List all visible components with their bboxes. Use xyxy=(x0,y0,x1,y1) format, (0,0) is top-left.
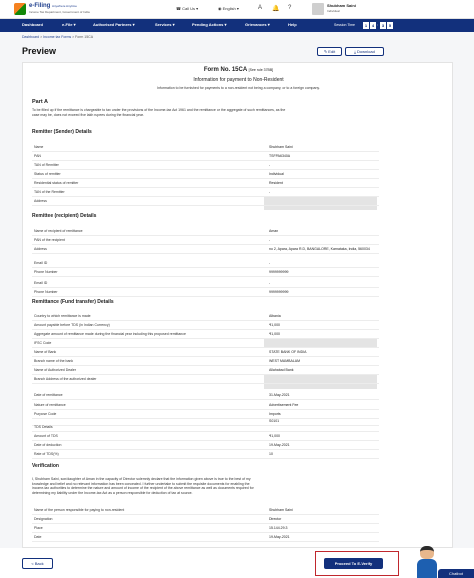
blank-value-box xyxy=(264,375,377,389)
field-label: Phone Number xyxy=(34,270,58,274)
row-divider xyxy=(32,399,379,400)
field-value: S0101 xyxy=(269,419,280,423)
verification-declaration: I, Shubham Saini, son/daughter of Aman in the capacity of Director solemnly declare that the information given above is true to the best of my knowledge and belief and no relevant information has been concealed. I further undertake to submit the requisite documents for enabling the income-tax authorities to determine the nature and amount of income of the recipient of the above remittance as well as documents required for determining my liability under the Income-tax Act as a person responsible for deduction of tax at source. xyxy=(32,477,254,495)
field-label: PAN of the recipient xyxy=(34,238,65,242)
field-value: WEST MAMBALAM xyxy=(269,359,301,363)
proceed-to-everify-button[interactable]: Proceed To E-Verify xyxy=(324,558,383,569)
user-role: Individual xyxy=(327,9,340,13)
row-divider xyxy=(32,329,379,330)
main-nav xyxy=(0,19,474,32)
row-divider xyxy=(32,178,379,179)
field-label: Address xyxy=(34,199,47,203)
remittance-section-title: Remittance (Fund transfer) Details xyxy=(32,299,114,305)
row-divider xyxy=(32,160,379,161)
field-label: Name of recipient of remittance xyxy=(34,229,83,233)
user-name[interactable]: Shubham Saini xyxy=(327,3,356,8)
row-divider xyxy=(32,541,379,542)
field-label: Address xyxy=(34,247,47,251)
field-label: Date of remittance xyxy=(34,393,63,397)
field-label: Branch name of the bank xyxy=(34,359,74,363)
chatbot-avatar-icon[interactable] xyxy=(416,546,438,578)
nav-help[interactable]: Help xyxy=(288,22,297,27)
field-value: Albania xyxy=(269,314,281,318)
field-value: 9999999999 xyxy=(269,270,289,274)
part-a-title: Part A xyxy=(32,99,48,105)
field-value: - xyxy=(269,163,271,167)
field-label: Email ID xyxy=(34,281,48,285)
field-label: Name of Bank xyxy=(34,350,57,354)
field-value: 9999999999 xyxy=(269,290,289,294)
field-value: ₹1,000 xyxy=(269,323,280,327)
nav-efile[interactable]: e-File ▾ xyxy=(62,22,76,27)
row-divider xyxy=(32,425,379,426)
row-divider xyxy=(32,244,379,245)
field-label: Phone Number xyxy=(34,290,58,294)
row-divider xyxy=(32,169,379,170)
row-divider xyxy=(32,532,379,533)
row-divider xyxy=(32,267,379,268)
field-label: TAN of Remitter xyxy=(34,163,59,167)
page-title: Preview xyxy=(22,46,57,56)
field-label: Purpose Code xyxy=(34,412,57,416)
breadcrumb-current: Form 15CA xyxy=(75,35,94,39)
logo-mark-icon xyxy=(14,3,26,15)
field-value: Shubham Saini xyxy=(269,508,293,512)
nav-pending-actions[interactable]: Pending Actions ▾ xyxy=(192,22,227,27)
field-value: TSFPA6340A xyxy=(269,154,291,158)
row-divider xyxy=(32,151,379,152)
edit-button[interactable]: ✎ Edit xyxy=(317,47,342,56)
row-divider xyxy=(32,187,379,188)
field-label: Amount payable before TDS (in Indian Currency) xyxy=(34,323,110,327)
nav-dashboard[interactable]: Dashboard xyxy=(22,22,43,27)
field-label: Place xyxy=(34,526,43,530)
field-value: 10 xyxy=(269,452,273,456)
field-label: IFSC Code xyxy=(34,341,52,345)
session-timer-digit: 1 xyxy=(364,23,368,28)
field-value: - xyxy=(269,238,271,242)
row-divider xyxy=(32,287,379,288)
row-divider xyxy=(32,320,379,321)
row-divider xyxy=(32,235,379,236)
field-label: Rate of TDS(%) xyxy=(34,452,59,456)
field-value: 15.144.29.3 xyxy=(269,526,288,530)
field-label: Date xyxy=(34,535,42,539)
logo-subtitle: Income Tax Department, Government of India xyxy=(29,10,90,14)
field-value: 19-May-2021 xyxy=(269,443,290,447)
top-header xyxy=(0,0,474,19)
field-label: Amount of TDS xyxy=(34,434,58,438)
field-label: TDS Details xyxy=(34,425,53,429)
help-icon[interactable]: ? xyxy=(288,5,292,11)
field-label: Nature of remittance xyxy=(34,403,66,407)
font-size-icon[interactable]: A xyxy=(258,5,263,11)
chatbot-head xyxy=(420,546,434,559)
form-number: Form No. 15CA [See rule 37BB] xyxy=(203,67,274,73)
field-value: - xyxy=(269,281,271,285)
field-value: 31-May-2021 xyxy=(269,393,290,397)
session-time-label: Session Time xyxy=(334,23,356,27)
session-timer-digit: 5 xyxy=(388,23,392,28)
row-divider xyxy=(32,356,379,357)
row-divider xyxy=(32,365,379,366)
chatbot-body xyxy=(417,559,437,578)
session-timer-digit: 3 xyxy=(381,23,385,28)
field-value: - xyxy=(269,190,271,194)
field-label: Residential status of remitter xyxy=(34,181,79,185)
language-select[interactable]: ◉ English ▾ xyxy=(218,6,239,11)
row-divider xyxy=(32,276,379,277)
field-value: Advertisement Fee xyxy=(269,403,299,407)
logo-title: e-Filing Anywhere Anytime xyxy=(29,3,77,9)
field-value: Resident xyxy=(269,181,283,185)
efiling-logo[interactable] xyxy=(14,2,104,17)
chatbot-button[interactable]: Chatbot xyxy=(438,569,474,578)
field-value: ₹1,000 xyxy=(269,434,280,438)
call-us-link[interactable]: ☎ Call Us ▾ xyxy=(176,6,199,11)
form-preview-card xyxy=(22,62,453,548)
field-label: Aggregate amount of remittance made during the financial year including this proposed remittance xyxy=(34,332,186,336)
field-value: Shubham Saini xyxy=(269,145,293,149)
field-label: Designation xyxy=(34,517,53,521)
field-value: Imports xyxy=(269,412,281,416)
verification-section-title: Verification xyxy=(32,463,59,469)
breadcrumb-forms[interactable]: Income tax Forms xyxy=(43,35,72,39)
footer-bar xyxy=(0,548,474,578)
row-divider xyxy=(32,347,379,348)
nav-grievances[interactable]: Grievances ▾ xyxy=(245,22,270,27)
field-label: Branch Address of the authorized dealer xyxy=(34,377,97,381)
remittee-section-title: Remittee (recipient) Details xyxy=(32,213,97,219)
row-divider xyxy=(32,440,379,441)
field-label: TAN of the Remitter xyxy=(34,190,65,194)
field-value: 19-May-2021 xyxy=(269,535,290,539)
field-label: PAN xyxy=(34,154,41,158)
field-label: Name of Authorized Dealer xyxy=(34,368,77,372)
row-divider xyxy=(32,458,379,459)
nav-authorised-partners[interactable]: Authorised Partners ▾ xyxy=(93,22,135,27)
row-divider xyxy=(32,409,379,410)
row-divider xyxy=(32,514,379,515)
field-value: Allahabad Bank xyxy=(269,368,294,372)
breadcrumb: Dashboard > Income tax Forms > Form 15CA xyxy=(22,35,94,39)
remitter-section-title: Remitter (Sender) Details xyxy=(32,129,92,135)
part-a-intro: To be filled up if the remittance is chargeable to tax under the provisions of the Income-tax Act 1961 and the remittance or the aggregate of such remittances, as the case may be, does not exceed five lakh rupees during the financial year. xyxy=(32,108,286,117)
field-value: no 2, Apara, Apara R.D, BANGALORE, Karnataka, India, 560034 xyxy=(269,247,370,251)
back-button[interactable]: < Back xyxy=(22,558,53,569)
form-description: Information to be furnished for payments to a non-resident not being a company, or to a foreign company. xyxy=(157,86,320,90)
field-label: Country to which remittance is made xyxy=(34,314,91,318)
avatar[interactable] xyxy=(312,3,324,15)
row-divider xyxy=(32,449,379,450)
field-value: - xyxy=(269,261,271,265)
field-label: Date of deduction xyxy=(34,443,62,447)
field-value: ₹1,000 xyxy=(269,332,280,336)
row-divider xyxy=(32,205,379,206)
row-divider xyxy=(32,523,379,524)
blank-value-box xyxy=(264,339,377,347)
field-value: STATE BANK OF INDIA xyxy=(269,350,307,354)
row-divider xyxy=(32,253,379,254)
row-divider xyxy=(32,383,379,384)
row-divider xyxy=(32,296,379,297)
notification-bell-icon[interactable]: 🔔 xyxy=(272,6,280,12)
breadcrumb-dashboard[interactable]: Dashboard xyxy=(22,35,40,39)
field-label: Name xyxy=(34,145,44,149)
field-label: Name of the person responsible for paying to non-resident xyxy=(34,508,125,512)
nav-services[interactable]: Services ▾ xyxy=(155,22,175,27)
blank-value-box xyxy=(264,197,377,210)
row-divider xyxy=(32,431,379,432)
field-value: Aman xyxy=(269,229,279,233)
field-value: Individual xyxy=(269,172,284,176)
field-value: Director xyxy=(269,517,282,521)
session-timer-digit: 4 xyxy=(371,23,375,28)
field-label: Status of remitter xyxy=(34,172,61,176)
download-button[interactable]: ⤓ Download xyxy=(345,47,384,56)
timer-separator: : xyxy=(377,22,379,27)
form-heading: Information for payment to Non-Resident xyxy=(193,77,284,83)
field-label: Email ID xyxy=(34,261,48,265)
